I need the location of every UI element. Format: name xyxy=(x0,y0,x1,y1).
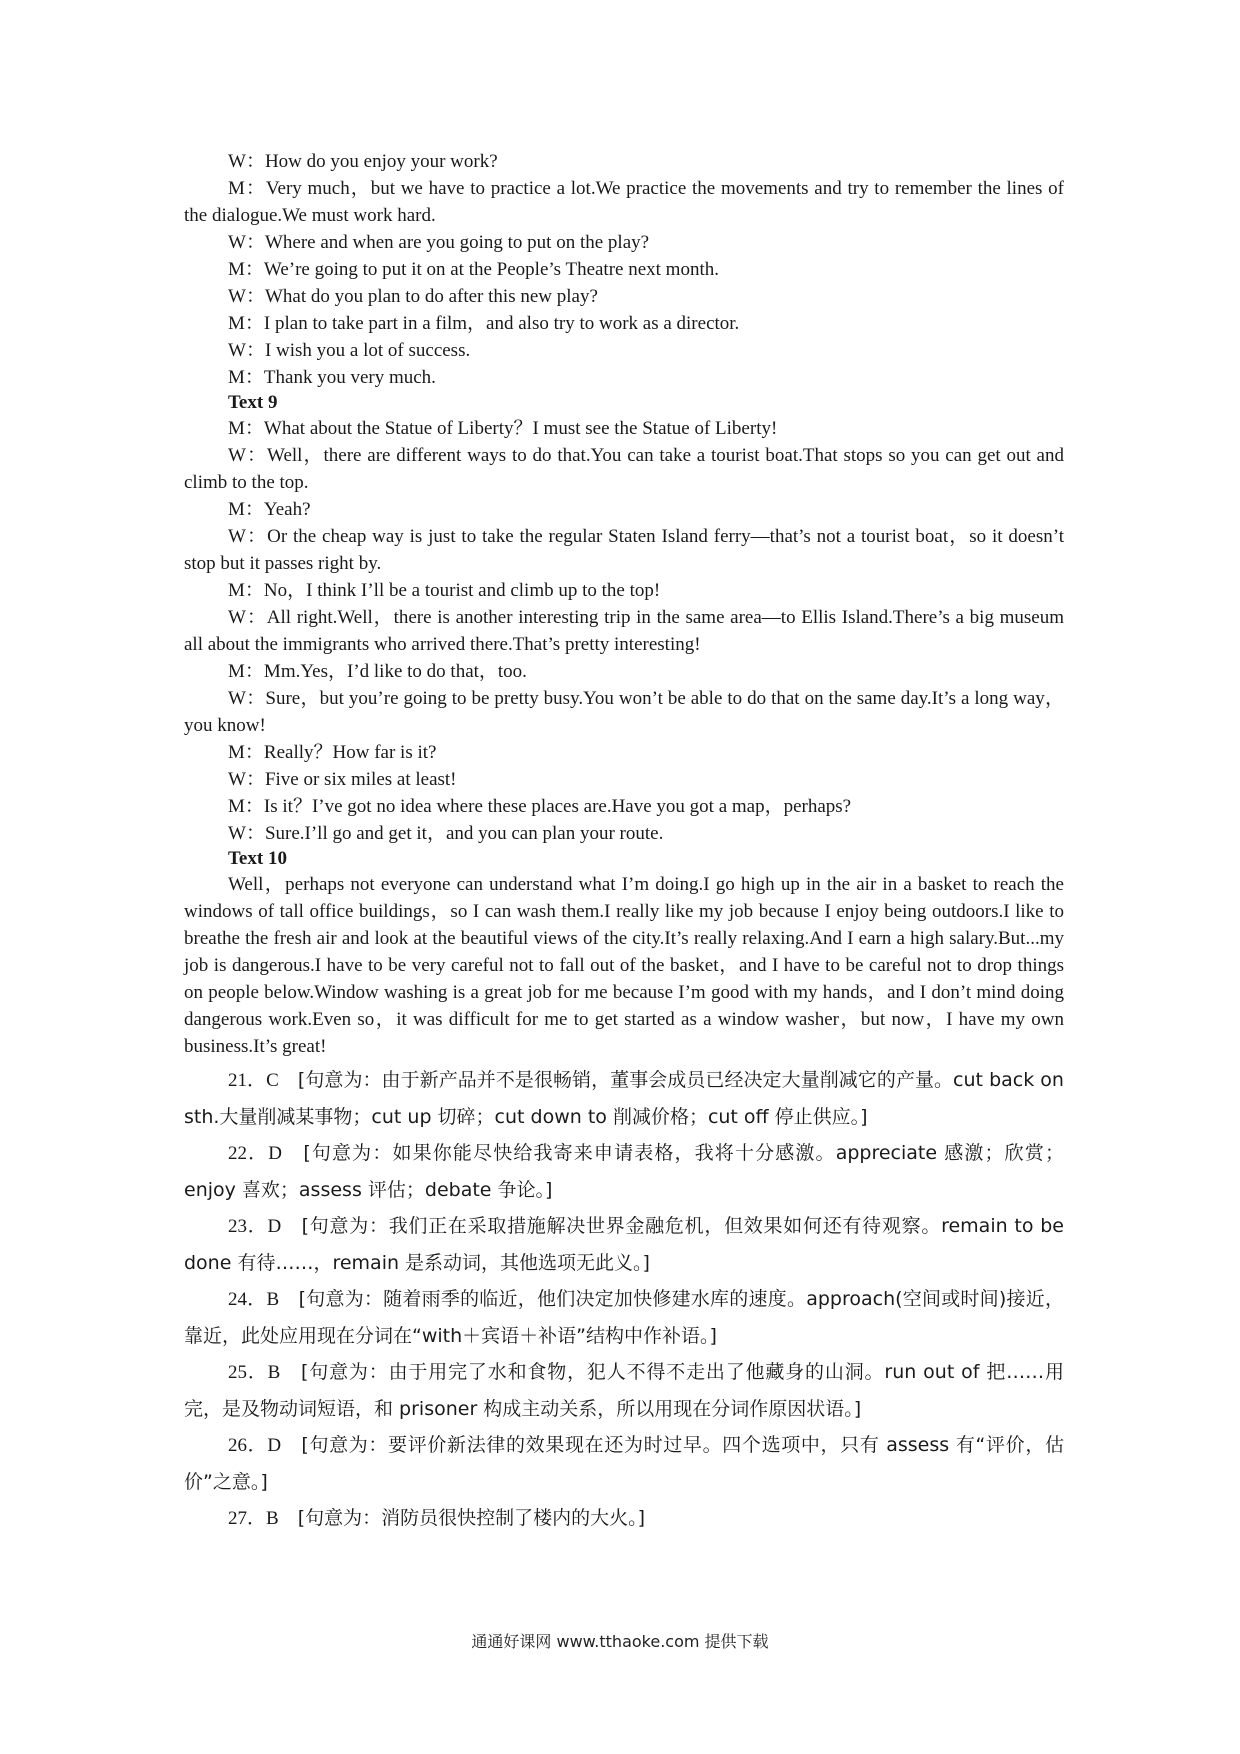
text10-heading: Text 10 xyxy=(228,848,287,869)
answer-item: 27．B [句意为：消防员很快控制了楼内的大火。] xyxy=(228,1507,646,1529)
page-footer: 通通好课网 www.tthaoke.com 提供下载 xyxy=(471,1632,769,1651)
dialogue-line: M：No，I think I’ll be a tourist and climb up to the top! xyxy=(228,580,661,601)
dialogue-line: W：All right.Well，there is another interesting trip in the same area—to Ellis Island.There’s a big museum all about the immigrants who arrived there.That’s pretty interesting! xyxy=(184,607,1064,655)
dialogue-line: W：Sure，but you’re going to be pretty busy.You won’t be able to do that on the same day.It’s a long way，you know! xyxy=(184,688,1064,736)
dialogue-line: W：Sure.I’ll go and get it，and you can plan your route. xyxy=(228,823,664,844)
dialogue-line: W：I wish you a lot of success. xyxy=(228,340,471,361)
dialogue-line: M：We’re going to put it on at the People’s Theatre next month. xyxy=(228,259,719,280)
answer-item: 25．B [句意为：由于用完了水和食物，犯人不得不走出了他藏身的山洞。run out of 把……用完，是及物动词短语，和 prisoner 构成主动关系，所以用现在分词作原因状语。] xyxy=(184,1361,1064,1420)
dialogue-line: M：Very much，but we have to practice a lot.We practice the movements and try to remember the lines of the dialogue.We must work hard. xyxy=(184,178,1064,226)
dialogue-line: M：Is it？I’ve got no idea where these places are.Have you got a map，perhaps? xyxy=(228,796,852,817)
answer-item: 24．B [句意为：随着雨季的临近，他们决定加快修建水库的速度。approach(空间或时间)接近，靠近，此处应用现在分词在“with＋宾语＋补语”结构中作补语。] xyxy=(184,1288,1064,1347)
document-body xyxy=(184,148,1064,1537)
dialogue-line: M：Really？How far is it? xyxy=(228,742,437,763)
dialogue-line: W：What do you plan to do after this new play? xyxy=(228,286,598,307)
dialogue-line: M：Mm.Yes，I’d like to do that，too. xyxy=(228,661,527,682)
dialogue-line: M：Thank you very much. xyxy=(228,367,436,388)
dialogue-line: M：What about the Statue of Liberty？I must see the Statue of Liberty! xyxy=(228,418,778,439)
dialogue-line: M：I plan to take part in a film，and also try to work as a director. xyxy=(228,313,740,334)
text10-section xyxy=(184,847,1064,1060)
answer-list xyxy=(184,1062,1064,1537)
text9-section xyxy=(184,391,1064,847)
answer-item: 22．D [句意为：如果你能尽快给我寄来申请表格，我将十分感激。appreciate 感激；欣赏；enjoy 喜欢；assess 评估；debate 争论。] xyxy=(184,1142,1064,1201)
answer-item: 26．D [句意为：要评价新法律的效果现在还为时过早。四个选项中，只有 assess 有“评价，估价”之意。] xyxy=(184,1434,1064,1493)
text10-paragraph: Well，perhaps not everyone can understand what I’m doing.I go high up in the air in a basket to reach the windows of tall office buildings，so I can wash them.I really like my job because I enjoy being outdoors.I like to breathe the fresh air and look at the beautiful views of the city.It’s really relaxing.And I earn a high salary.But...my job is dangerous.I have to be very careful not to fall out of the basket，and I have to be careful not to drop things on people below.Window washing is a great job for me because I’m good with my hands，and I don’t mind doing dangerous work.Even so，it was difficult for me to get started as a window washer，but now，I have my own business.It’s great! xyxy=(184,874,1064,1057)
dialogue-section xyxy=(184,148,1064,391)
dialogue-line: W：Where and when are you going to put on the play? xyxy=(228,232,650,253)
dialogue-line: W：How do you enjoy your work? xyxy=(228,151,498,172)
answer-item: 21．C [句意为：由于新产品并不是很畅销，董事会成员已经决定大量削减它的产量。cut back on sth.大量削减某事物；cut up 切碎；cut down to 削减价格；cut off 停止供应。] xyxy=(184,1069,1064,1128)
dialogue-line: W：Five or six miles at least! xyxy=(228,769,457,790)
text9-heading: Text 9 xyxy=(228,392,278,413)
dialogue-line: M：Yeah? xyxy=(228,499,311,520)
dialogue-line: W：Well，there are different ways to do that.You can take a tourist boat.That stops so you can get out and climb to the top. xyxy=(184,445,1064,493)
dialogue-line: W：Or the cheap way is just to take the regular Staten Island ferry—that’s not a tourist boat，so it doesn’t stop but it passes right by. xyxy=(184,526,1064,574)
answer-item: 23．D [句意为：我们正在采取措施解决世界金融危机，但效果如何还有待观察。remain to be done 有待……，remain 是系动词，其他选项无此义。] xyxy=(184,1215,1064,1274)
